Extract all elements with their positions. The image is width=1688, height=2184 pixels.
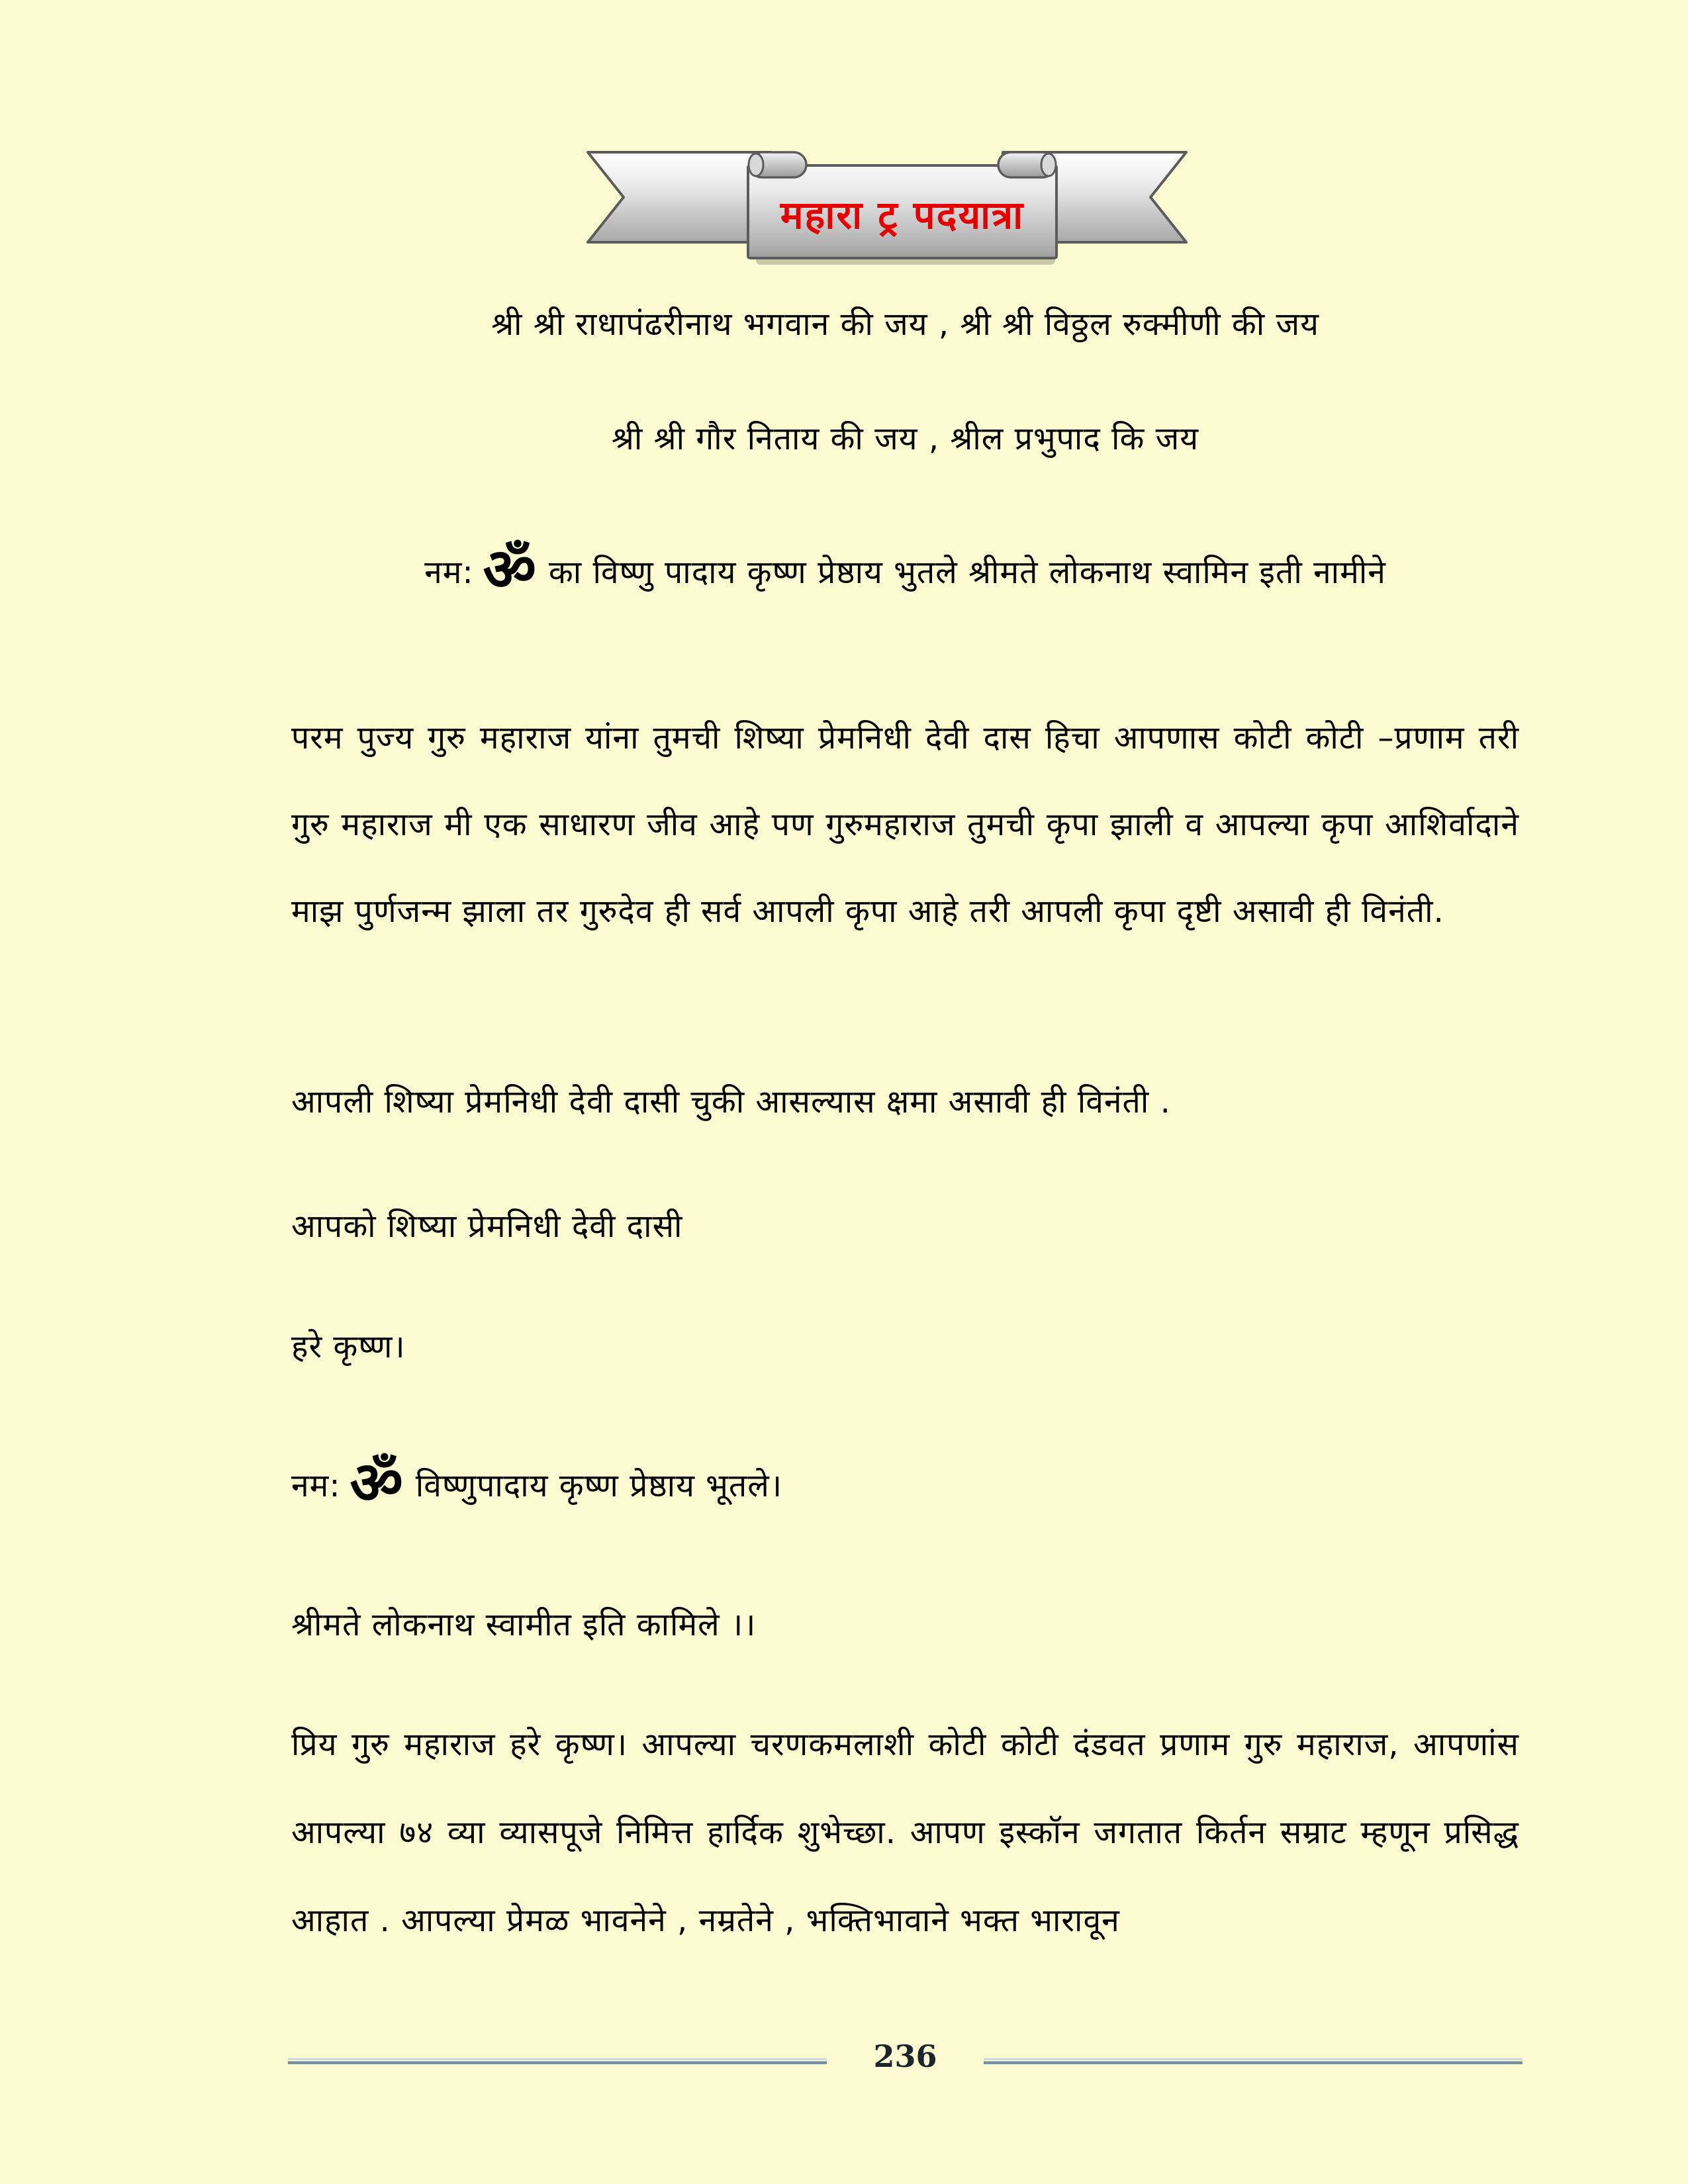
- invocation-line-1: श्री श्री राधापंढरीनाथ भगवान की जय , श्री श्री विठ्ठल रुक्मीणी की जय: [491, 306, 1319, 343]
- mantra-line-mid: नम: ॐ विष्णुपादाय कृष्ण प्रेष्ठाय भूतले।: [291, 1449, 783, 1517]
- mantra-top-text: का विष्णु पादाय कृष्ण प्रेष्ठाय भुतले श्रीमते लोकनाथ स्वामिन इती नामीने: [548, 554, 1386, 591]
- banner-title: महारा ट्र पदयात्रा: [780, 192, 1025, 238]
- ribbon-banner: [583, 148, 1192, 274]
- paragraph-hare-krishna: हरे कृष्ण।: [291, 1328, 406, 1365]
- paragraph-signature: आपको शिष्या प्रेमनिधी देवी दासी: [291, 1208, 683, 1245]
- footer-rule-right: [984, 2058, 1523, 2064]
- paragraph-apology: आपली शिष्या प्रेमनिधी देवी दासी चुकी आसल्यास क्षमा असावी ही विनंती .: [291, 1083, 1171, 1120]
- page-number: 236: [873, 2038, 937, 2074]
- paragraph-closing: प्रिय गुरु महाराज हरे कृष्ण। आपल्या चरणकमलाशी कोटी कोटी दंडवत प्रणाम गुरु महाराज, आपणांस आपल्या ७४ व्या व्यासपूजे निमित्त हार्दिक शुभेच्छा. आपण इस्कॉन जगतात किर्तन सम्राट म्हणून प्रसिद्ध आहात . आपल्या प्रेमळ भावनेने , नम्रतेने , भक्तिभावाने भक्त भारावून: [291, 1726, 1519, 1939]
- mantra-line-mid-2: श्रीमते लोकनाथ स्वामीत इति कामिले ।।: [291, 1606, 757, 1643]
- invocation-line-2: श्री श्री गौर निताय की जय , श्रील प्रभुपाद कि जय: [611, 420, 1199, 457]
- mantra-top-prefix: नम:: [424, 554, 474, 591]
- mantra-mid-prefix: नम:: [291, 1467, 341, 1504]
- mantra-line-top: नम: ॐ का विष्णु पादाय कृष्ण प्रेष्ठाय भुतले श्रीमते लोकनाथ स्वामिन इती नामीने: [424, 535, 1386, 604]
- page-footer: [288, 2033, 1523, 2079]
- mantra-mid-text: विष्णुपादाय कृष्ण प्रेष्ठाय भूतले।: [415, 1467, 783, 1504]
- paragraph-salutation: परम पुज्य गुरु महाराज यांना तुमची शिष्या प्रेमनिधी देवी दास हिचा आपणास कोटी कोटी –प्रणाम तरी गुरु महाराज मी एक साधारण जीव आहे पण गुरुमहाराज तुमची कृपा झाली व आपल्या कृपा आशिर्वादाने माझ पुर्णजन्म झाला तर गुरुदेव ही सर्व आपली कृपा आहे तरी आपली कृपा दृष्टी असावी ही विनंती.: [291, 719, 1519, 930]
- footer-rule-left: [288, 2058, 827, 2064]
